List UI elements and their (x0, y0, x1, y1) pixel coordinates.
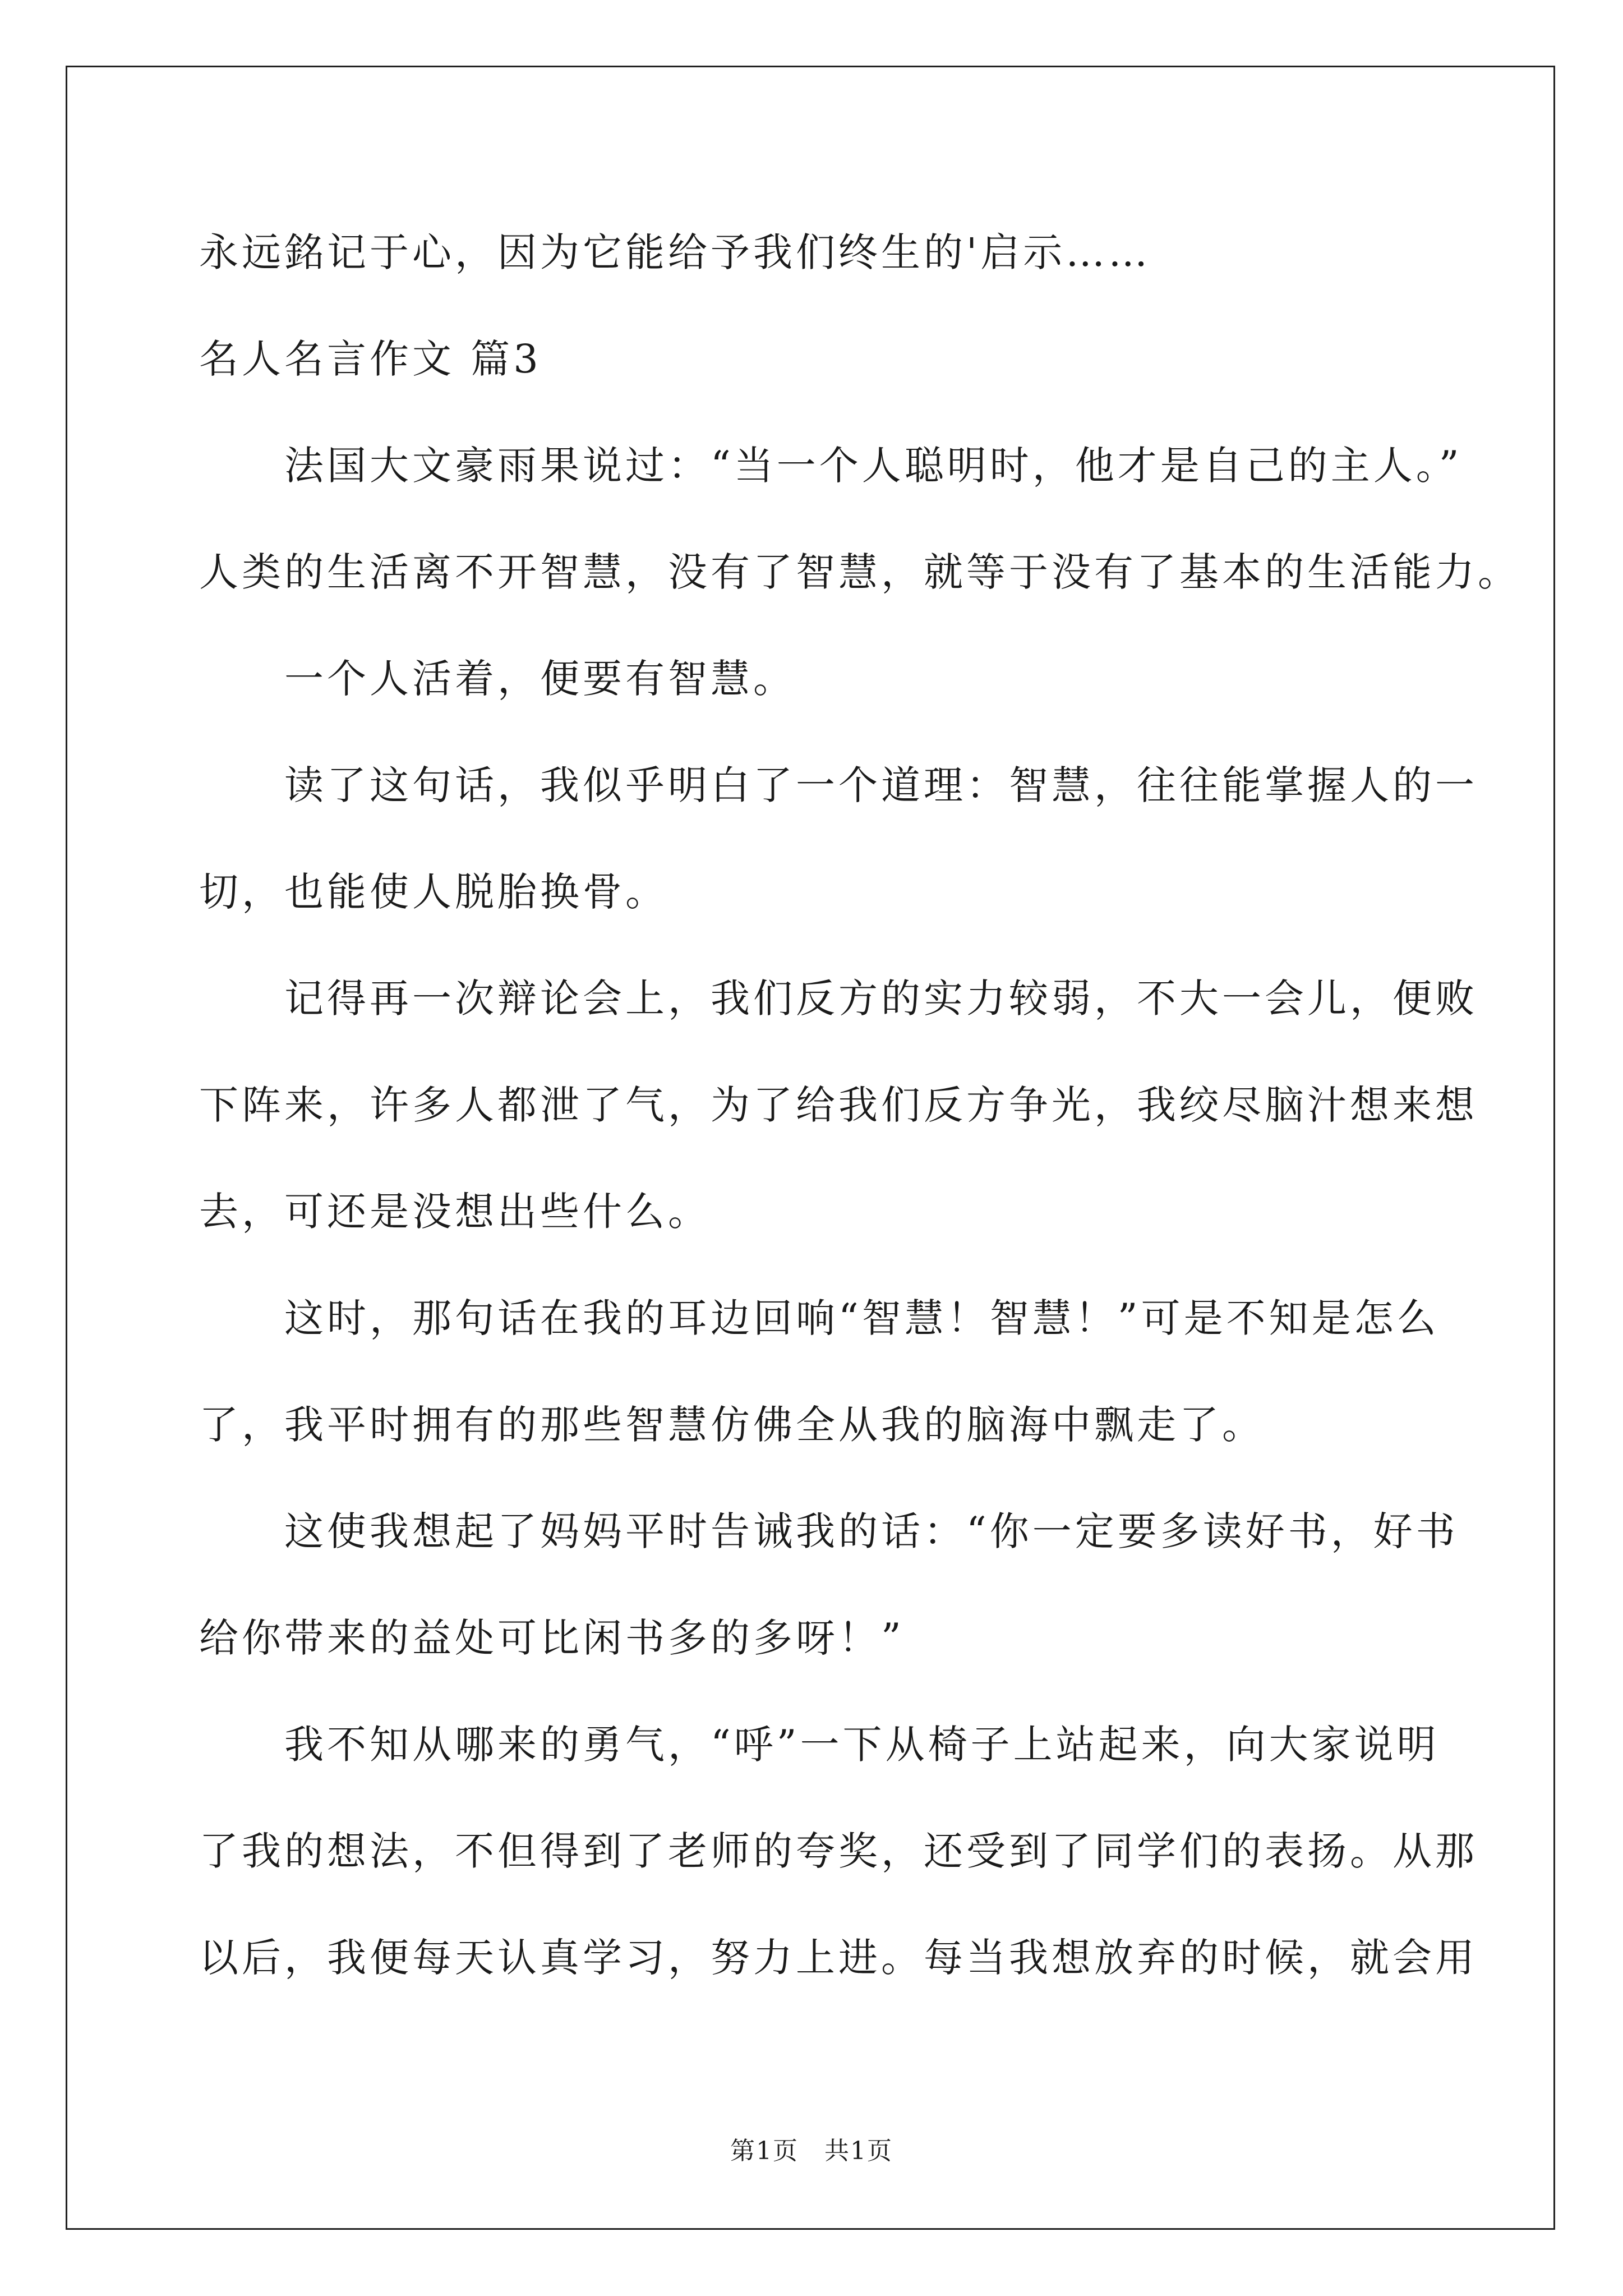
text-line: 人类的生活离不开智慧，没有了智慧，就等于没有了基本的生活能力。 (199, 549, 1520, 595)
text-line: 这使我想起了妈妈平时告诫我的话：“你一定要多读好书，好书 (199, 1508, 1459, 1554)
text-line: 永远銘记于心，因为它能给予我们终生的'启示…… (199, 229, 1151, 275)
text-line: 法国大文豪雨果说过：“当一个人聪明时，他才是自己的主人。” (199, 443, 1463, 489)
text-line: 记得再一次辩论会上，我们反方的实力较弱，不大一会儿，便败 (199, 976, 1478, 1022)
text-line: 下阵来，许多人都泄了气，为了给我们反方争光，我绞尽脑汁想来想 (199, 1082, 1478, 1128)
text-line: 一个人活着，便要有智慧。 (199, 656, 796, 702)
text-line: 我不知从哪来的勇气，“呼”一下从椅子上站起来，向大家说明 (199, 1722, 1440, 1768)
page-number-footer: 第1页 共1页 (730, 2137, 893, 2165)
text-line: 了我的想法，不但得到了老师的夸奖，还受到了同学们的表扬。从那 (199, 1828, 1478, 1874)
text-line: 去，可还是没想出些什么。 (199, 1189, 711, 1235)
text-line: 读了这句话，我似乎明白了一个道理：智慧，往往能掌握人的一 (199, 762, 1478, 808)
section-heading: 名人名言作文 篇3 (199, 336, 542, 382)
text-line: 以后，我便每天认真学习，努力上进。每当我想放弃的时候，就会用 (199, 1935, 1478, 1981)
page-border (66, 66, 1555, 2230)
text-line: 给你带来的益处可比闲书多的多呀！” (199, 1615, 905, 1661)
text-line: 切，也能使人脱胎换骨。 (199, 869, 668, 915)
text-line: 这时，那句话在我的耳边回响“智慧！智慧！”可是不知是怎么 (199, 1295, 1440, 1341)
text-line: 了，我平时拥有的那些智慧仿佛全从我的脑海中飘走了。 (199, 1402, 1265, 1448)
